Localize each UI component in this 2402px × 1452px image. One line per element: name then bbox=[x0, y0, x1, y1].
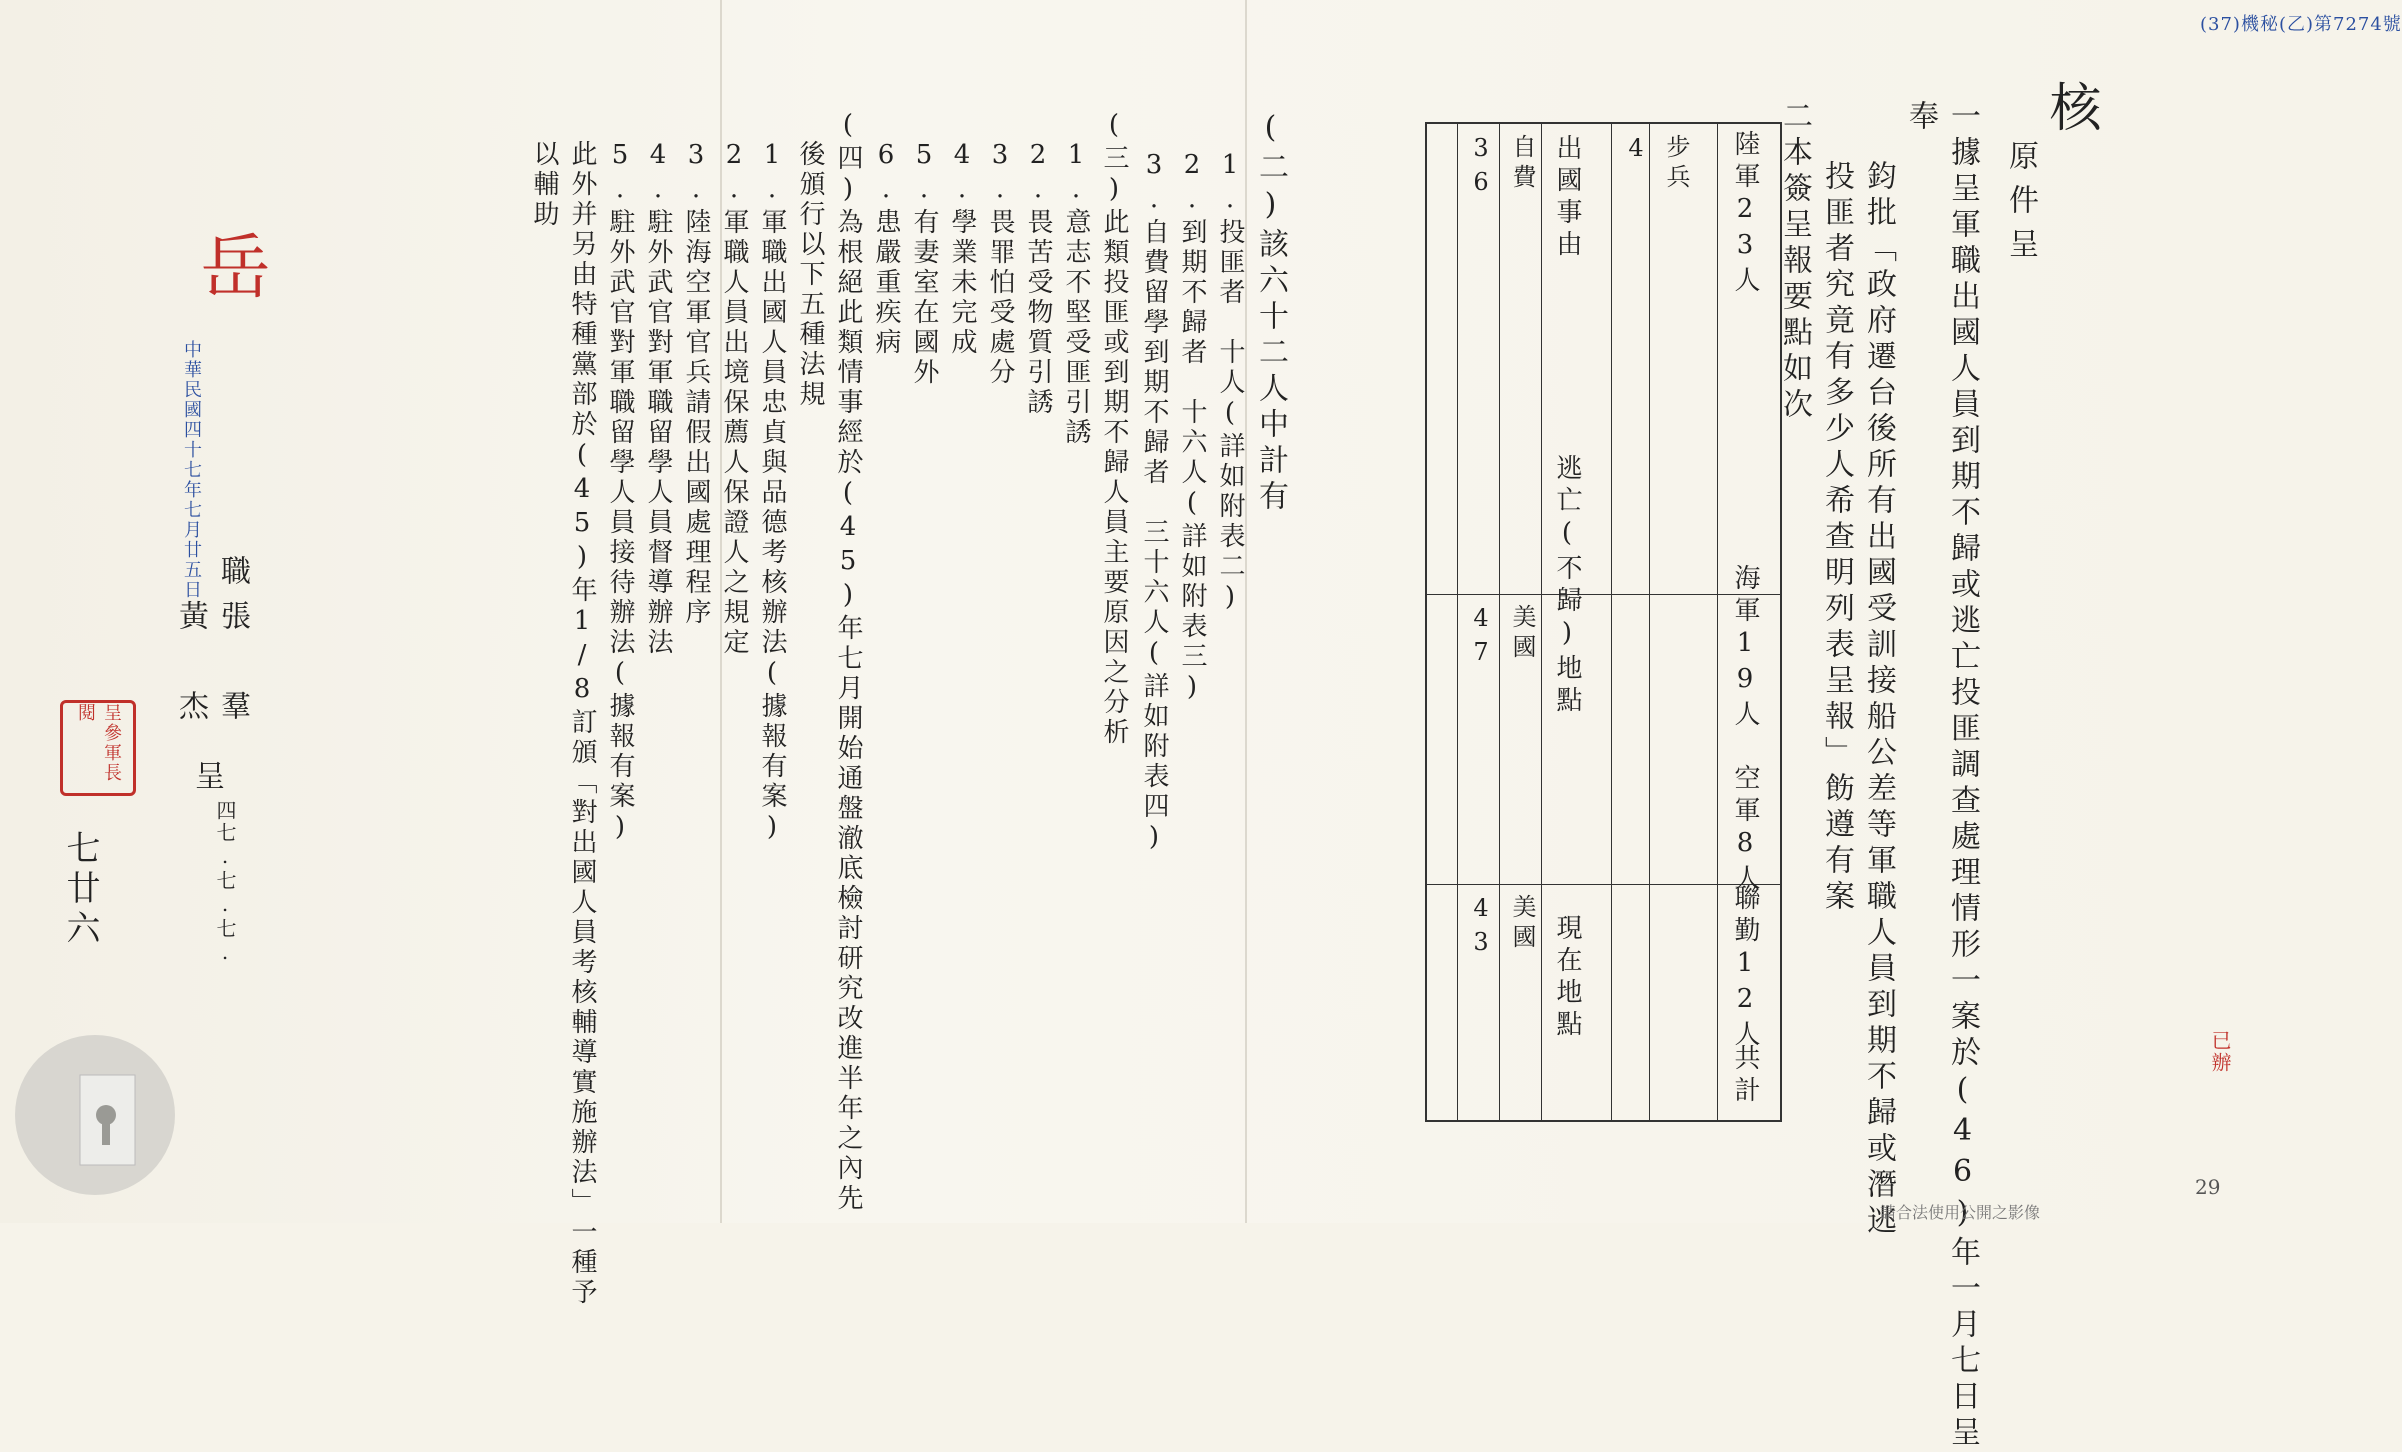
body-col: 3.陸海空軍官兵請假出國處理程序 bbox=[681, 140, 711, 628]
section-flee: 逃亡(不歸)地點 bbox=[1552, 454, 1582, 718]
body-col: 一據呈軍職出國人員到期不歸或逃亡投匪調查處理情形一案於(46)年一月七日呈 bbox=[1945, 100, 1980, 1452]
body-col: 5.駐外武官對軍職留學人員接待辦法(據報有案) bbox=[605, 140, 635, 846]
archive-logo bbox=[10, 1030, 180, 1200]
body-col: (三)此類投匪或到期不歸人員主要原因之分析 bbox=[1099, 110, 1129, 748]
document-title: 核 bbox=[2040, 80, 2100, 162]
now-1-count: 43 bbox=[1467, 894, 1495, 962]
section-reason: 出國事由 bbox=[1552, 134, 1582, 262]
signature-office: 職 bbox=[215, 555, 250, 591]
signature-name1: 張 bbox=[215, 600, 250, 636]
table-col-line bbox=[1499, 124, 1500, 1120]
signature-name2: 黃 bbox=[173, 600, 208, 636]
body-col: 1.投匪者 十人(詳如附表二) bbox=[1215, 150, 1245, 616]
file-number: (37)機秘(乙)第7274號 bbox=[2200, 14, 2402, 35]
body-col: 二本簽呈報要點如次 bbox=[1777, 100, 1812, 424]
reason-1-count: 36 bbox=[1467, 134, 1495, 202]
table-col-line bbox=[1611, 124, 1612, 1120]
body-col: (二)該六十二人中計有 bbox=[1253, 110, 1288, 516]
signature-name1b: 羣 bbox=[215, 690, 250, 726]
body-col: 5.有妻室在國外 bbox=[909, 140, 939, 388]
body-col: (四)為根絕此類情事經於(45)年七月開始通盤澈底檢討研究改進半年之內先 bbox=[833, 110, 863, 1214]
flee-1-count: 47 bbox=[1467, 604, 1495, 672]
body-col: 投匪者究竟有多少人希查明列表呈報」飭遵有案 bbox=[1819, 160, 1854, 916]
approval-seal: 呈參軍長閱 bbox=[60, 700, 136, 796]
table-header-airforce: 空軍8人 bbox=[1730, 764, 1760, 896]
signature-verb: 呈 bbox=[189, 760, 224, 796]
branch-label: 步兵 bbox=[1662, 134, 1690, 194]
table-col-line bbox=[1649, 124, 1650, 1120]
body-col: 6.患嚴重疾病 bbox=[871, 140, 901, 358]
date-stamp: 中華民國四十七年七月廿五日 bbox=[181, 340, 202, 600]
body-col: 3.自費留學到期不歸者 三十六人(詳如附表四) bbox=[1139, 150, 1169, 856]
signature-name2b: 杰 bbox=[173, 690, 208, 726]
body-col: 此外并另由特種黨部於(45)年1/8訂頒「對出國人員考核輔導實施辦法」一種予 bbox=[567, 140, 597, 1308]
body-col: 以輔助 bbox=[529, 140, 559, 230]
section-now: 現在地點 bbox=[1552, 914, 1582, 1042]
handwritten-mark: 岳 bbox=[189, 230, 271, 300]
signature-date: 四七.七.七. bbox=[213, 800, 237, 966]
usage-notice: 請合法使用公開之影像 bbox=[1880, 1203, 2041, 1222]
table-col-line bbox=[1717, 124, 1718, 1120]
flee-1: 美國 bbox=[1508, 604, 1536, 664]
body-col: 1.軍職出國人員忠貞與品德考核辦法(據報有案) bbox=[757, 140, 787, 846]
branch-count: 4 bbox=[1622, 134, 1650, 168]
reason-1: 自費 bbox=[1508, 134, 1536, 194]
body-col: 2.畏苦受物質引誘 bbox=[1023, 140, 1053, 418]
body-col: 3.畏罪怕受處分 bbox=[985, 140, 1015, 388]
summary-table bbox=[1425, 122, 1782, 1122]
body-col: 後頒行以下五種法規 bbox=[795, 140, 825, 410]
table-header-navy: 海軍19人 bbox=[1730, 564, 1760, 732]
table-header-total: 共計 bbox=[1730, 1044, 1760, 1108]
processed-mark: 已辦 bbox=[2208, 1030, 2232, 1074]
table-col-line bbox=[1457, 124, 1458, 1120]
table-header-army: 陸軍23人 bbox=[1730, 130, 1760, 298]
body-col: 奉 bbox=[1903, 100, 1938, 136]
body-col: 1.意志不堅受匪引誘 bbox=[1061, 140, 1091, 448]
table-header-logistics: 聯勤12人 bbox=[1730, 884, 1760, 1052]
handwritten-date: 七廿六 bbox=[60, 830, 100, 950]
table-col-line bbox=[1541, 124, 1542, 1120]
page-number: 29 bbox=[2195, 1175, 2221, 1199]
body-col: 2.到期不歸者 十六人(詳如附表三) bbox=[1177, 150, 1207, 706]
body-col: 2.軍職人員出境保薦人保證人之規定 bbox=[719, 140, 749, 658]
body-col: 4.駐外武官對軍職留學人員督導辦法 bbox=[643, 140, 673, 658]
body-col: 4.學業未完成 bbox=[947, 140, 977, 358]
document-subtitle: 原件呈 bbox=[2003, 140, 2038, 272]
now-1: 美國 bbox=[1508, 894, 1536, 954]
body-col: 鈞批「政府遷台後所有出國受訓接船公差等軍職人員到期不歸或潛逃 bbox=[1861, 160, 1896, 1240]
